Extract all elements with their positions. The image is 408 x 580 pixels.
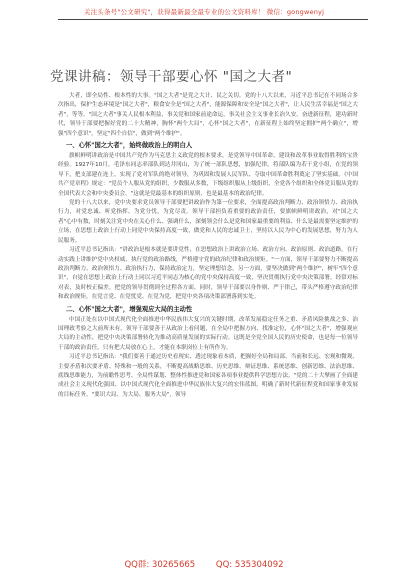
footer-qq: QQ: 535304092 <box>215 560 284 570</box>
body-paragraph: 党的十八大以来，党中央要求党员领导干部要把讲政治作为第一位要求，全面提高政治判断力、政治领悟力、政治执行力，对党忠诚、听党指挥、为党分忧，为党尽责。领导干部担负着重要的政治责任，要旗帜鲜明讲政治，对"国之大者"心中有数，时刻关注党中央在关心什么、强调什么，深刻领会什么是党和国家最重要的利益、什么是最需要坚定维护的立场，在思想上政治上行动上同党中央保持高度一致，做党和人民的忠诚卫士，坚持以人民为中心的发展思想，努力为人民服务。 <box>58 200 358 244</box>
header-banner: 关注头条号"公文研究"，获得最新最全最专业的公文资料库！ 微信：gongwenyj <box>83 8 325 16</box>
body-paragraph: 旗帜鲜明讲政治是中国共产党作为马克思主义政党的根本要求，是党领导中国革命、建设和改革事业取得胜利的宝贵经验。1927年10月，毛泽东同志率部队到达井冈山，为了统一部队思想，加强纪律，将部队编为若干党小组，在党的领导下，把支部建在连上，实现了党对军队的绝对领导，为巩固和发展人民军队、夺取中国革命胜利奠定了坚实基础。《中国共产党章程》规定："党员个人服从党的组织，少数服从多数，下级组织服从上级组织，全党各个组织和全体党员服从党的全国代表大会和中央委员会。"这就是党最基本的组织原则，也是最基本的政治纪律。 <box>58 153 358 197</box>
body-paragraph: 习近平总书记指出："讲政治是根本就是要讲党性，在思想政治上讲政治立场、政治方向、政治原则、政治道路，在行动实践上讲维护党中央权威、执行党的政治路线，严格遵守党的政治纪律和政治规矩。"一方面，领导干部要努力不断提高政治判断力、政治领悟力、政治执行力，保持政治定力，坚定理想信念。另一方面，要坚决做到"两个维护"，树牢"四个意识"，自觉在思想上政治上行动上同以习近平同志为核心的党中央保持高度一致，坚决贯彻执行党中央决策部署，经常对标对表，及时校正偏差，把党的领导贯彻到全过程各方面。同时，领导干部要以身作则、严于律己，带头严格遵守政治纪律和政治规矩，在党言党、在党忧党、在党为党，把党中央各项决策部署落到实处。 <box>58 247 358 301</box>
header-divider <box>58 19 368 20</box>
section-heading: 二、心怀"国之大者"，增强观应大局的主动性 <box>66 305 193 313</box>
footer-qq-group: QQ群: 30265665 <box>124 560 196 570</box>
body-paragraph: 大者，即全局性、根本性的大事。"国之大者"是党之大计、民之关切。党的十八大以来，习近平总书记在不同场合多次指出，保护生态环境是"国之大者"，粮食安全是"国之大者"，能源保障和安全是"国之大者"，让人民生活幸福是"国之大者"，等等。"国之大者"事关人民根本利益，事关党和国家前途命运，事关社会主义事业长治久安。奋进新征程，建功新时代，领导干部要把握好党的二十大精神，胸怀"两个大局"，心怀"国之大者"，在新征程上始终坚定拥护"两个确立"，增强"四个意识"，坚定"四个自信"，做到"两个维护"。 <box>58 93 358 137</box>
section-heading: 一、心怀"国之大者"，始终做政治上的明白人 <box>66 142 193 150</box>
footer-contact <box>0 558 408 570</box>
document-title: 党课讲稿：领导干部要心怀 "国之大者" <box>50 69 293 86</box>
body-paragraph: 中国正处在以中国式现代化全面推进中华民族伟大复兴的关键时期，改革发展稳定任务之重、矛盾风险挑战之多、治国理政考验之大前所未有。领导干部要善于从政治上看问题，在全局中把握方向、找准定位，心怀"国之大者"，增强观应大局的主动性，把党中央决策部署转化为推动高质量发展的实际行动。这既是全党全国人民的历史使命，也是每一位领导干部的政治责任，只有把大局放在心上，才能在本职岗位上有所作为。 <box>58 316 358 351</box>
body-paragraph: 习近平总书记指出："我们要善于通过历史看现实、透过现象看本质，把握好全局和局部、当前和长远、宏观和微观、主要矛盾和次要矛盾、特殊和一般的关系，不断提高战略思维、历史思维、辩证思维、系统思维、创新思维、法治思维、底线思维能力，为前瞻性思考、全局性谋划、整体性推进党和国家各项事业提供科学思想方法。"党的二十大擘画了全面建成社会主义现代化强国、以中国式现代化全面推进中华民族伟大复兴的宏伟蓝图，明确了新时代新征程党和国家事业发展的目标任务。"要识大局、为大局、服务大局"，领导 <box>58 354 358 398</box>
document-body <box>58 92 358 400</box>
